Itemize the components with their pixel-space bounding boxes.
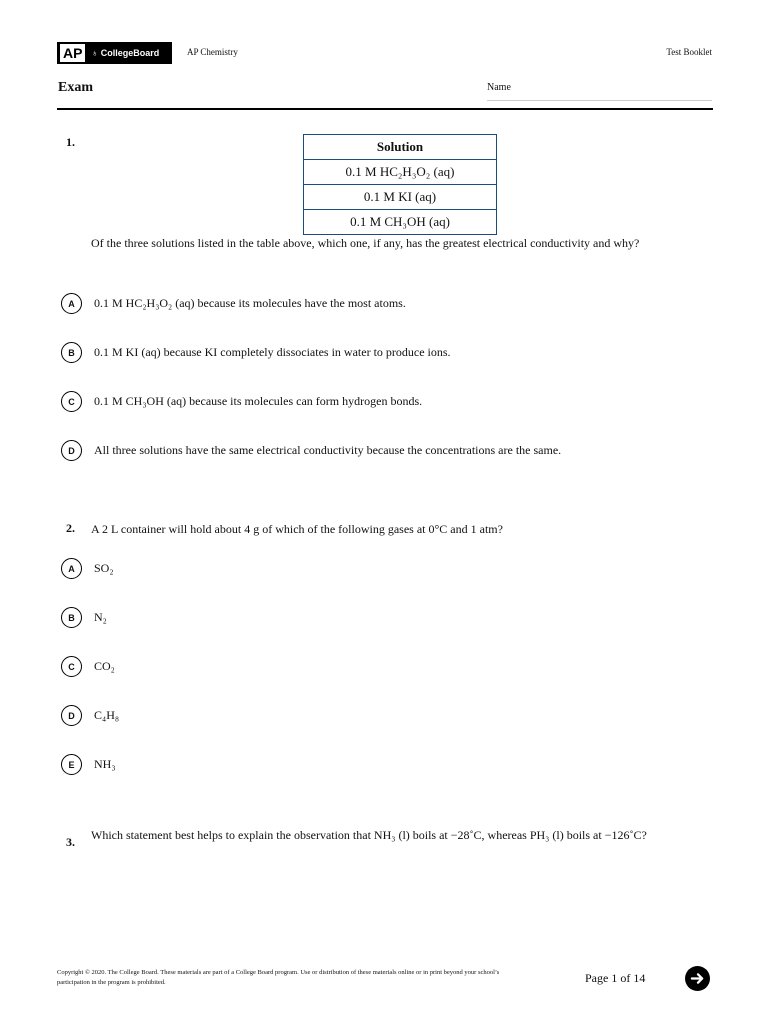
option-text: All three solutions have the same electrical conductivity because the concentrations are the same. [94, 443, 562, 457]
option-text: SO₂ [94, 561, 114, 575]
page-number: Page 1 of 14 [585, 971, 646, 985]
table-row: 0.1 M KI (aq) [304, 185, 497, 210]
option-text: 0.1 M CH₃OH (aq) because its molecules can form hydrogen bonds. [94, 394, 423, 408]
next-page-button[interactable] [685, 966, 710, 991]
question-1-option-b[interactable] [61, 342, 451, 363]
table-header: Solution [304, 135, 497, 160]
arrow-right-icon [690, 971, 705, 986]
option-bubble[interactable]: D [61, 440, 82, 461]
option-text: CO₂ [94, 659, 115, 673]
question-2-option-c[interactable] [61, 656, 115, 677]
option-bubble[interactable]: D [61, 705, 82, 726]
option-bubble[interactable]: A [61, 293, 82, 314]
ap-logo-text: AP [60, 44, 85, 62]
question-1-option-d[interactable] [61, 440, 561, 461]
table-row: 0.1 M HC₂H₃O₂ (aq) [304, 160, 497, 185]
option-text: C₄H₈ [94, 708, 120, 722]
acorn-icon: ♁ [91, 48, 99, 58]
option-bubble[interactable]: C [61, 391, 82, 412]
copyright-notice: Copyright © 2020. The College Board. These materials are part of a College Board program. Use or distribution of these materials online or in print beyond your school’s participation in the program is prohibited. [57, 969, 500, 986]
collegeboard-logo-text: ♁ CollegeBoard [91, 48, 160, 58]
option-bubble[interactable]: C [61, 656, 82, 677]
header-divider [57, 108, 713, 110]
question-1-option-a[interactable] [61, 293, 406, 314]
question-2-option-d[interactable] [61, 705, 119, 726]
table-row: 0.1 M CH₃OH (aq) [304, 210, 497, 235]
option-bubble[interactable]: B [61, 607, 82, 628]
option-bubble[interactable]: E [61, 754, 82, 775]
question-2-option-a[interactable] [61, 558, 114, 579]
name-label: Name [487, 82, 511, 93]
question-1-stem: Of the three solutions listed in the table above, which one, if any, has the greatest electrical conductivity and why? [91, 236, 640, 250]
question-2-number: 2. [66, 521, 75, 535]
exam-title: Exam [58, 80, 93, 95]
question-1-number: 1. [66, 135, 75, 149]
question-2-option-b[interactable] [61, 607, 107, 628]
ap-collegeboard-logo [57, 42, 172, 64]
question-2-stem: A 2 L container will hold about 4 g of which of the following gases at 0°C and 1 atm? [91, 522, 503, 536]
option-text: 0.1 M HC₂H₃O₂ (aq) because its molecules have the most atoms. [94, 296, 406, 310]
booklet-label: Test Booklet [666, 47, 712, 57]
option-text: NH₃ [94, 757, 116, 771]
question-3-stem: Which statement best helps to explain the observation that NH₃ (l) boils at −28˚C, whereas PH₃ (l) boils at −126˚C? [91, 828, 647, 842]
question-2-option-e[interactable] [61, 754, 116, 775]
question-3-number: 3. [66, 835, 75, 849]
option-text: N₂ [94, 610, 107, 624]
option-text: 0.1 M KI (aq) because KI completely dissociates in water to produce ions. [94, 345, 451, 359]
option-bubble[interactable]: A [61, 558, 82, 579]
option-bubble[interactable]: B [61, 342, 82, 363]
name-field-line[interactable] [487, 100, 712, 101]
solutions-table [303, 134, 497, 235]
question-1-option-c[interactable] [61, 391, 422, 412]
course-name: AP Chemistry [187, 47, 238, 57]
